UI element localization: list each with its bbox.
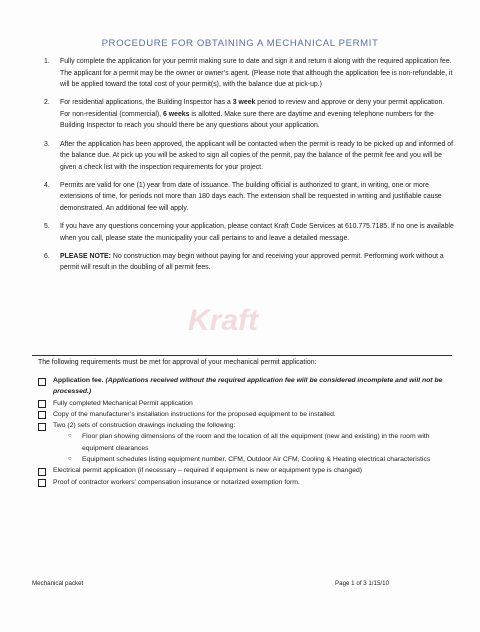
sub-item: ○ Equipment schedules listing equipment number, CFM, Outdoor Air CFM, Cooling & Heating electrical characteristics [36, 454, 456, 465]
kraft-watermark-logo [178, 300, 298, 340]
requirements-list [36, 375, 456, 488]
requirement-item: Two (2) sets of construction drawings including the following: [36, 420, 456, 431]
step-4: 4. Permits are valid for one (1) year from date of issuance. The building official is authorized to grant, in writing, one or more extensions of time, for periods not more than 180 days each. The extension shall be requested in writing and justifiable cause demonstrated. An additional fee will apply. [44, 181, 442, 213]
divider [32, 355, 452, 356]
checkbox-icon [38, 400, 46, 408]
checkbox-icon [38, 468, 46, 476]
step-2: 2. For residential applications, the Building Inspector has a 3 week period to review and approve or deny your permit application. For non-residential (commercial), 6 weeks is allotted. Make sure there are daytime and evening telephone numbers for the Building Inspector to reach you should there be any questions about your application. [44, 99, 445, 130]
procedure-steps [44, 56, 454, 281]
footer-page-number: Page 1 of 3 1/15/10 [335, 580, 390, 587]
circle-bullet-icon: ○ [68, 456, 72, 463]
step-1: 1. Fully complete the application for your permit making sure to date and sign it and return it along with the required application fee. The applicant for a permit may be the owner or owner’s agent. (Please note that although the application fee is non-refundable, it will be applied toward the total cost of your permit(s), with the balance due at pick-up.) [44, 58, 453, 89]
requirement-fee: Application fee. (Applications received without the required application fee will be considered incomplete and will not be processed.) [36, 375, 456, 398]
page-title: PROCEDURE FOR OBTAINING A MECHANICAL PERMIT [101, 38, 379, 49]
requirements-intro: The following requirements must be met for approval of your mechanical permit application: [38, 359, 317, 366]
checkbox-icon [38, 423, 46, 431]
footer-document-name: Mechanical packet [32, 580, 84, 587]
requirement-item: Electrical permit application (if necessary – required if equipment is new or equipment type is changed) [36, 465, 456, 476]
step-5: 5. If you have any questions concerning your application, please contact Kraft Code Services at 610.775.7185. If no one is available when you call, please state the municipality your call pertains to and leave a detailed message. [44, 223, 454, 242]
svg-text:Kraft: Kraft [188, 304, 259, 337]
checkbox-icon [38, 411, 46, 419]
sub-item: ○ Floor plan showing dimensions of the room and the location of all the equipment (new and existing) in the room with equipment clearances [36, 431, 456, 454]
circle-bullet-icon: ○ [68, 433, 72, 440]
step-6: 6. PLEASE NOTE: No construction may begin without paying for and receiving your approved permit. Performing work without a permit will result in the doubling of all permit fees. [44, 252, 444, 272]
requirement-item: Proof of contractor workers’ compensation insurance or notarized exemption form. [36, 477, 456, 488]
requirement-item: Copy of the manufacturer’s installation instructions for the proposed equipment to be installed. [36, 409, 456, 420]
requirement-item: Fully completed Mechanical Permit application [36, 398, 456, 409]
step-3: 3. After the application has been approved, the applicant will be contacted when the permit is ready to be picked up and informed of the balance due. At pick up you will be asked to sign all copies of the permit, pay the balance of the permit fee and you will be given a check list with the inspection requirements for your project. [44, 140, 454, 171]
checkbox-icon [38, 378, 46, 386]
checkbox-icon [38, 479, 46, 487]
